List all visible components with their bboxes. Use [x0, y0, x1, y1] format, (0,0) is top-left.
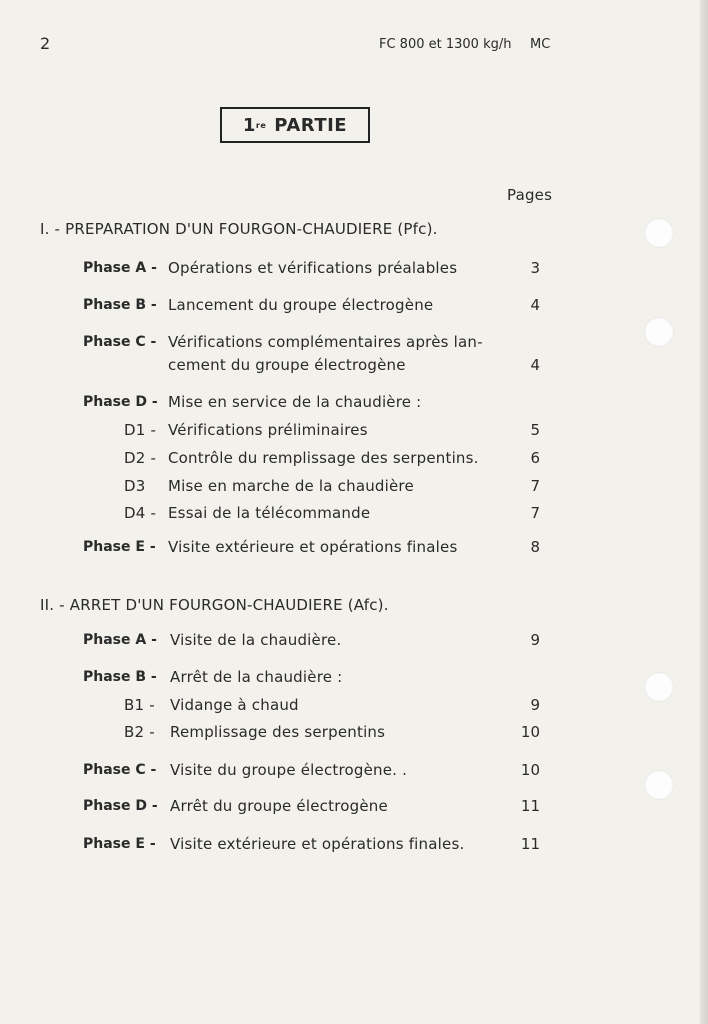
toc-entry-label: Phase E - — [83, 539, 156, 555]
toc-entry-label: Phase B - — [83, 669, 157, 685]
toc-entry-text: Essai de la télécommande — [168, 504, 371, 522]
section-heading: I. - PREPARATION D'UN FOURGON-CHAUDIERE (Pfc). — [40, 220, 438, 238]
toc-entry-text: Vérifications préliminaires — [168, 421, 368, 439]
toc-entry-text: Vérifications complémentaires après lan- — [168, 333, 483, 351]
toc-entry-text: Remplissage des serpentins — [170, 723, 386, 741]
toc-subentry-label: B1 - — [124, 696, 155, 714]
document-reference: FC 800 et 1300 kg/h — [379, 37, 512, 52]
toc-entry-text: Visite extérieure et opérations finales. — [170, 835, 465, 853]
toc-entry-label: Phase C - — [83, 762, 157, 778]
section-heading: II. - ARRET D'UN FOURGON-CHAUDIERE (Afc). — [40, 596, 389, 614]
toc-subentry-label: D2 - — [124, 449, 157, 467]
part-number-suffix: re — [255, 120, 267, 130]
toc-entry-text: Vidange à chaud — [170, 696, 299, 714]
part-title — [220, 107, 370, 143]
toc-entry-label: Phase D - — [83, 394, 158, 410]
toc-entry-text: Arrêt de la chaudière : — [170, 668, 343, 686]
toc-entry-label: Phase B - — [83, 297, 157, 313]
toc-entry-page: 4 — [530, 296, 540, 314]
toc-entry-page: 9 — [530, 631, 540, 649]
toc-entry-label: Phase D - — [83, 798, 158, 814]
toc-entry-label: Phase E - — [83, 836, 156, 852]
toc-subentry-label: D3 — [124, 477, 146, 495]
toc-entry-text-continued: cement du groupe électrogène — [168, 356, 406, 374]
toc-entry-page: 10 — [520, 723, 540, 741]
toc-subentry-label: B2 - — [124, 723, 155, 741]
page-number: 2 — [40, 34, 51, 53]
toc-entry-text: Mise en marche de la chaudière — [168, 477, 414, 495]
binder-hole — [644, 218, 674, 248]
toc-entry-text: Arrêt du groupe électrogène — [170, 797, 388, 815]
toc-entry-text: Visite du groupe électrogène. . — [170, 761, 408, 779]
toc-entry-label: Phase C - — [83, 334, 157, 350]
toc-subentry-label: D4 - — [124, 504, 157, 522]
page-edge — [700, 0, 708, 1024]
part-number: 1 — [242, 114, 256, 136]
toc-entry-page: 6 — [530, 449, 540, 467]
toc-entry-page: 8 — [530, 538, 540, 556]
toc-entry-label: Phase A - — [83, 632, 157, 648]
binder-hole — [644, 317, 674, 347]
toc-entry-page: 7 — [530, 477, 540, 495]
toc-entry-text: Mise en service de la chaudière : — [168, 393, 422, 411]
toc-entry-page: 5 — [530, 421, 540, 439]
toc-entry-text: Visite extérieure et opérations finales — [168, 538, 458, 556]
binder-hole — [644, 672, 674, 702]
pages-column-label: Pages — [507, 186, 553, 204]
toc-entry-text: Visite de la chaudière. — [170, 631, 342, 649]
toc-entry-text: Contrôle du remplissage des serpentins. — [168, 449, 479, 467]
toc-entry-page: 9 — [530, 696, 540, 714]
document-code: MC — [530, 37, 551, 52]
toc-entry-page: 7 — [530, 504, 540, 522]
toc-entry-page: 4 — [530, 356, 540, 374]
toc-entry-page: 3 — [530, 259, 540, 277]
toc-entry-text: Opérations et vérifications préalables — [168, 259, 458, 277]
toc-entry-page: 11 — [520, 835, 540, 853]
toc-entry-label: Phase A - — [83, 260, 157, 276]
toc-subentry-label: D1 - — [124, 421, 157, 439]
binder-hole — [644, 770, 674, 800]
toc-entry-page: 11 — [520, 797, 540, 815]
toc-entry-page: 10 — [520, 761, 540, 779]
toc-entry-text: Lancement du groupe électrogène — [168, 296, 434, 314]
part-word: PARTIE — [274, 114, 348, 136]
